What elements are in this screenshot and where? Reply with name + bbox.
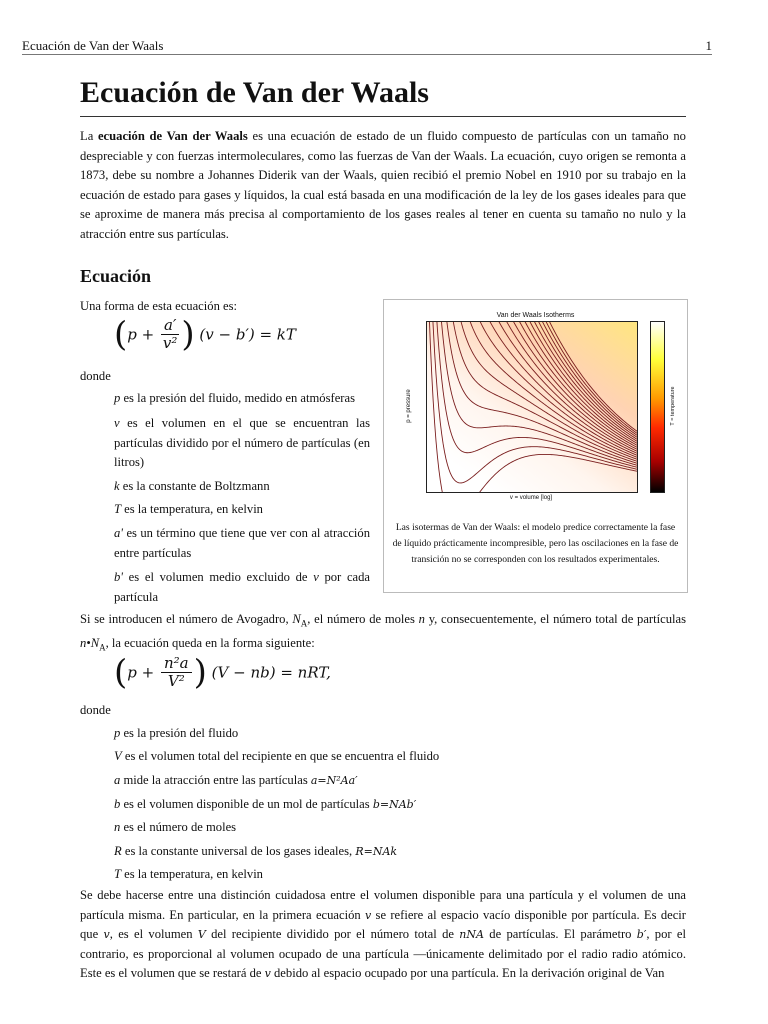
def2-n [114, 818, 236, 838]
inline-symbol: b′ [636, 928, 647, 941]
text-run: se refiere al espacio vacío disponible por partícula. Es decir que [80, 907, 686, 941]
def2-V [114, 747, 439, 767]
def-p [114, 389, 370, 409]
def2-p [114, 724, 238, 744]
def-text: es un término que tiene que ver con al atracción entre partículas [114, 526, 370, 560]
eq1-numerator: a′ [161, 317, 179, 335]
eq2-term-p: p + [127, 663, 155, 682]
def-formula: a=N²Aa′ [310, 774, 358, 787]
page-title: Ecuación de Van der Waals [80, 76, 429, 109]
isotherm-figure [383, 299, 688, 593]
def-text: mide la atracción entre las partículas [120, 773, 311, 787]
eq1-donde: donde [80, 369, 111, 383]
subscript: A [99, 642, 106, 653]
eq2-fraction [161, 655, 192, 690]
def-text: es el volumen total del recipiente en que se encuentra el fluido [121, 749, 440, 763]
title-rule [80, 116, 686, 117]
text-run: , el número de moles [307, 612, 419, 626]
def-symbol: n [114, 820, 121, 834]
def2-a [114, 771, 358, 791]
text-run: debido al espacio ocupado por una partícula. En la derivación original de Van [270, 966, 665, 980]
def-symbol: a [114, 773, 121, 787]
symbol-nNA: n•N [80, 636, 100, 651]
def-symbol: p [114, 726, 121, 740]
inline-symbol: V [197, 928, 206, 941]
subscript: A [300, 618, 308, 629]
def-symbol: T [114, 502, 122, 516]
intro-paragraph [80, 127, 686, 244]
def-text: es la temperatura, en kelvin [121, 867, 263, 881]
symbol-N: N [292, 612, 301, 626]
section-heading: Ecuación [80, 266, 152, 286]
eq2-donde: donde [80, 703, 111, 717]
eq1-term-p: p + [127, 325, 155, 344]
def2-b [114, 795, 416, 815]
eq2-rest: (V − nb) = nRT, [211, 663, 331, 682]
def-k [114, 477, 370, 497]
figure-title: Van der Waals Isotherms [496, 312, 575, 319]
def-symbol: a' [114, 526, 123, 540]
text-run: de partículas. El parámetro [483, 927, 637, 941]
def-text: es la temperatura, en kelvin [121, 502, 263, 516]
text-run: y, consecuentemente, el número total de partículas [424, 612, 687, 626]
def-text: es el volumen en el que se encuentran las partículas dividido por el número de partículas (en litros) [114, 416, 370, 469]
running-title: Ecuación de Van der Waals [22, 38, 164, 53]
def-text: es la presión del fluido, medido en atmósferas [120, 391, 355, 405]
text-run: , es el volumen [109, 927, 198, 941]
def-text: por cada partícula [114, 570, 371, 604]
eq2-numerator: n²a [161, 655, 192, 673]
temperature-colorbar [650, 321, 665, 493]
def2-T [114, 865, 263, 885]
eq1-fraction [161, 317, 179, 352]
equation-1: (p + $\frac{a'}{\text{v²}}$ ) (v − b′) = kT [114, 314, 296, 355]
intro-text: es una ecuación de estado de un fluido compuesto de partículas con un tamaño no despreciable y con fuerzas intermoleculares, como las fuerzas de Van der Waals. La ecuación, cuyo origen se remonta a 1873, debe su nombre a Johannes Diderik van der Waals, quien recibió el premio Nobel en 1910 por su trabajo en la ecuación de estado para gases y líquidos, la cual está basada en una modificación de la ley de los gases ideales para que se aproxime de manera más precisa al comportamiento de los gases reales al tener en cuenta su tamaño no nulo y la atracción entre sus partículas. [80, 129, 686, 241]
def-text: es la constante universal de los gases ideales, [121, 844, 356, 858]
def-formula: R=NAk [355, 845, 398, 858]
page-number: 1 [705, 38, 712, 53]
inline-symbol: v [264, 967, 271, 980]
intro-lead: La [80, 129, 98, 143]
def-symbol: p [114, 391, 121, 405]
text-run: del recipiente dividido por el número total de [205, 927, 460, 941]
def-text: es la constante de Boltzmann [119, 479, 270, 493]
def-symbol: v [313, 570, 319, 584]
closing-paragraph [80, 886, 686, 984]
def-b-prime [114, 568, 370, 607]
text-run: Si se introducen el número de Avogadro, [80, 612, 293, 626]
def-text: es la presión del fluido [120, 726, 239, 740]
def-symbol: b [114, 797, 121, 811]
def-symbol: v [114, 416, 120, 430]
isotherm-plot [426, 321, 638, 493]
def-v [114, 414, 370, 473]
inline-symbol: v [103, 928, 110, 941]
text-run: , por el contrario, es proporcional al volumen ocupado de una partícula —únicamente delimitado por el radio radio atómico. Este es el volumen que se restará de [80, 927, 686, 980]
symbol-n: n [418, 612, 425, 626]
avogadro-paragraph [80, 610, 686, 658]
def-text: es el volumen medio excluido de [123, 570, 314, 584]
def-text: es el número de moles [120, 820, 237, 834]
def-symbol: b' [114, 570, 123, 584]
inline-symbol: v [365, 908, 372, 922]
intro-bold-term[interactable]: ecuación de Van der Waals [97, 129, 248, 143]
def-symbol: R [114, 844, 122, 858]
text-run: , la ecuación queda en la forma siguiente: [105, 636, 315, 651]
eq1-rest: (v − b′) = kT [199, 325, 296, 344]
def-a-prime [114, 524, 370, 563]
header-rule [22, 54, 712, 55]
def-symbol: T [114, 867, 122, 881]
figure-caption: Las isotermas de Van der Waals: el modelo predice correctamente la fase de líquido prácticamente incompresible, pero las oscilaciones en la fase de transición no se corresponden con los resultados experimentales. [392, 522, 679, 565]
figure-x-label: v = volume [log] [509, 495, 553, 501]
eq1-intro: Una forma de esta ecuación es: [80, 299, 237, 313]
eq1-denominator: v² [162, 334, 178, 352]
def2-R [114, 842, 397, 862]
equation-2: (p + $\frac{\text{n²a}}{\text{V²}}$ ) (V − nb) = nRT, [114, 652, 331, 693]
def-T [114, 500, 370, 520]
eq2-denominator: V² [167, 672, 185, 690]
def-symbol: k [114, 479, 120, 493]
figure-y-label: p = pressure [406, 389, 412, 423]
def-symbol: V [114, 749, 122, 763]
def-text: es el volumen disponible de un mol de partículas [120, 797, 373, 811]
colorbar-label: T = temperature [670, 386, 676, 426]
def-formula: b=NAb′ [372, 798, 417, 811]
text-run: Se debe hacerse entre una distinción cuidadosa entre el volumen disponible para una partícula y el volumen de una partícula misma. En particular, en la primera ecuación [80, 888, 686, 922]
inline-symbol: nNA [459, 928, 484, 941]
